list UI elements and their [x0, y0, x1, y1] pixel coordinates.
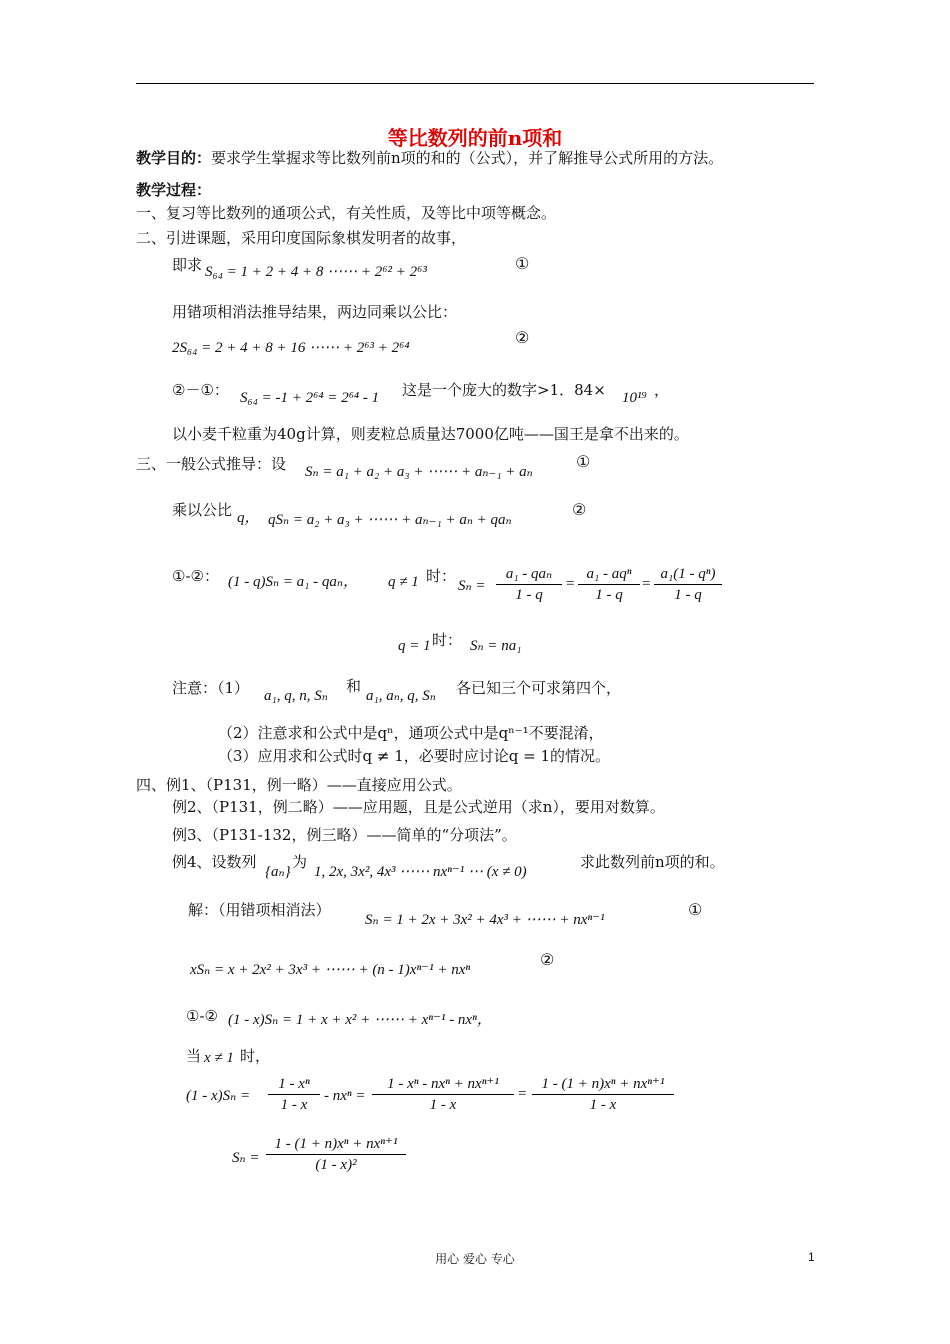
- know-three-text: 各已知三个可求第四个，: [456, 679, 622, 697]
- lhs-equation-10: (1 - x)Sₙ =: [186, 1088, 251, 1104]
- fraction-g1: $\frac{\text{1 - xⁿ}}{1 - x}$: [268, 1074, 320, 1115]
- equals-sign-3: =: [518, 1086, 527, 1102]
- solution-label: 解：（用错项相消法）: [188, 901, 331, 919]
- wheat-text: 以小麦千粒重为40g计算，则麦粒总质量达7000亿吨——国王是拿不出来的。: [172, 425, 689, 443]
- multiply-q-label: 乘以公比: [172, 501, 233, 519]
- marker-5: ①: [688, 900, 703, 919]
- shi-label: 时：: [426, 567, 457, 585]
- q-equals-1: q = 1: [398, 638, 431, 654]
- he-label: 和: [346, 677, 362, 695]
- fraction-2: a₁ - aqⁿ 1 - q: [578, 564, 640, 605]
- equation-1: S₆₄ = 1 + 2 + 4 + 8 ⋯⋯ + 2⁶² + 2⁶³: [205, 264, 427, 280]
- set-2: a₁, aₙ, q, Sₙ: [366, 688, 436, 704]
- q-not-1: q ≠ 1: [388, 574, 419, 590]
- example-3: 例3、（P131-132，例三略）——简单的“分项法”。: [172, 826, 517, 844]
- power-19: 10¹⁹: [622, 390, 647, 406]
- x-not-1: x ≠ 1: [204, 1050, 234, 1066]
- example-4-question: 求此数列前n项的和。: [580, 853, 725, 871]
- fraction-final: 1 - (1 + n)xⁿ + nxⁿ⁺¹ (1 - x)²: [266, 1134, 406, 1175]
- marker-2: ②: [515, 328, 530, 347]
- equals-sign-1: =: [566, 576, 575, 592]
- note-label: 注意：（1）: [172, 679, 250, 697]
- marker-6: ②: [540, 950, 555, 969]
- example-4-sequence: {aₙ}: [265, 864, 291, 880]
- shi-label-3: 时，: [240, 1047, 271, 1065]
- example-4-wei: 为: [292, 853, 308, 871]
- goal-text: 要求学生掌握求等比数列前n项的和的（公式），并了解推导公式所用的方法。: [211, 149, 724, 167]
- set-1: a₁, q, n, Sₙ: [264, 688, 328, 704]
- fraction-3: $\frac{\text{a₁(1 - qⁿ)}}{1 - q}$: [654, 564, 722, 605]
- equation-2: 2S₆₄ = 2 + 4 + 8 + 16 ⋯⋯ + 2⁶³ + 2⁶⁴: [172, 340, 410, 356]
- equals-sign-2: =: [642, 576, 651, 592]
- cuoxiang-text: 用错项相消法推导结果，两边同乘以公比：: [172, 303, 458, 321]
- fraction-1: a₁ - qaₙ 1 - q: [496, 564, 562, 605]
- section-1: 一、复习等比数列的通项公式，有关性质，及等比中项等概念。: [136, 204, 557, 222]
- sn-na1: Sₙ = na₁: [470, 638, 522, 654]
- section-2: 二、引进课题，采用印度国际象棋发明者的故事，: [136, 229, 467, 247]
- equation-4: Sₙ = a₁ + a₂ + a₃ + ⋯⋯ + aₙ₋₁ + aₙ: [305, 464, 533, 480]
- equation-8: xSₙ = x + 2x² + 3x³ + ⋯⋯ + (n - 1)xⁿ⁻¹ + nxⁿ: [190, 962, 471, 978]
- shi-label-2: 时：: [432, 631, 463, 649]
- goal-line: [136, 148, 723, 168]
- section-4: 四、例1、（P131，例一略）——直接应用公式。: [136, 776, 462, 794]
- marker-4: ②: [572, 500, 587, 519]
- goal-label: 教学目的：: [136, 149, 212, 167]
- example-2: 例2、（P131，例二略）——应用题，且是公式逆用（求n），要用对数算。: [172, 798, 665, 816]
- equation-9: (1 - x)Sₙ = 1 + x + x² + ⋯⋯ + xⁿ⁻¹ - nxⁿ，: [228, 1012, 492, 1028]
- dang-label: 当: [186, 1047, 202, 1065]
- example-4-label: 例4、设数列: [172, 853, 257, 871]
- process-label: 教学过程：: [136, 181, 212, 199]
- comma: ，: [654, 381, 670, 399]
- sn-equals: Sₙ =: [458, 578, 486, 594]
- subtract-3-label: ①-②: [186, 1007, 218, 1025]
- marker-1: ①: [515, 254, 530, 273]
- minus-nx: - nxⁿ =: [324, 1088, 366, 1104]
- q-symbol: q，: [237, 510, 260, 526]
- page-title: 等比数列的前n项和: [387, 126, 563, 150]
- big-number-text: 这是一个庞大的数字>1．84×: [402, 381, 606, 399]
- section-3: 三、一般公式推导：设: [136, 455, 287, 473]
- page-number: 1: [808, 1250, 815, 1264]
- example-4-terms: 1, 2x, 3x², 4x³ ⋯⋯ nxⁿ⁻¹ ⋯ (x ≠ 0): [314, 864, 527, 880]
- equation-5: qSₙ = a₂ + a₃ + ⋯⋯ + aₙ₋₁ + aₙ + qaₙ: [268, 512, 512, 528]
- note-3: （3）应用求和公式时q ≠ 1，必要时应讨论q = 1的情况。: [218, 747, 611, 765]
- jiqiu-label: 即求: [172, 256, 203, 274]
- subtract-2-label: ①-②：: [172, 567, 219, 585]
- equation-7: Sₙ = 1 + 2x + 3x² + 4x³ + ⋯⋯ + nxⁿ⁻¹: [365, 912, 605, 928]
- note-2: （2）注意求和公式中是qⁿ，通项公式中是qⁿ⁻¹不要混淆，: [218, 724, 604, 742]
- fraction-g2: 1 - xⁿ - nxⁿ + nxⁿ⁺¹ 1 - x: [372, 1074, 514, 1115]
- header-rule: [136, 83, 814, 84]
- equation-3: S₆₄ = -1 + 2⁶⁴ = 2⁶⁴ - 1: [240, 390, 380, 406]
- fraction-g3: 1 - (1 + n)xⁿ + nxⁿ⁺¹ 1 - x: [532, 1074, 674, 1115]
- footer-text: 用心 爱心 专心: [435, 1252, 515, 1266]
- sn-final: Sₙ =: [232, 1150, 260, 1166]
- marker-3: ①: [576, 452, 591, 471]
- subtract-label: ②－①：: [172, 381, 229, 399]
- equation-6: (1 - q)Sₙ = a₁ - qaₙ，: [228, 574, 358, 590]
